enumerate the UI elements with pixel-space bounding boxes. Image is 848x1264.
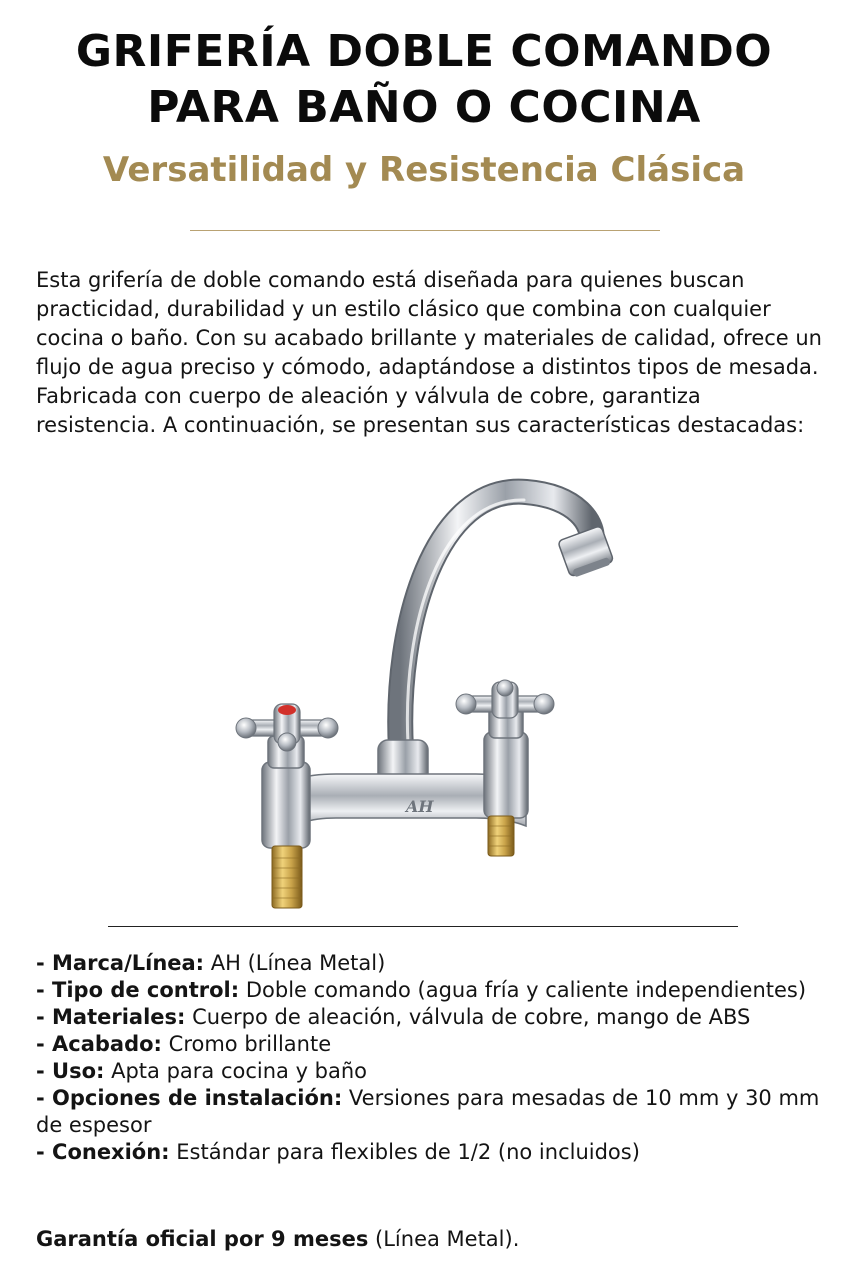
spec-label: - Conexión: — [36, 1140, 170, 1164]
spec-label: - Uso: — [36, 1059, 105, 1083]
spec-value: Apta para cocina y baño — [111, 1059, 368, 1083]
aerator — [558, 526, 615, 579]
hot-water-handle — [236, 704, 338, 751]
spec-label: - Marca/Línea: — [36, 951, 205, 975]
spec-label: - Acabado: — [36, 1032, 162, 1056]
spec-label: - Opciones de instalación: — [36, 1086, 343, 1110]
spec-label: - Materiales: — [36, 1005, 186, 1029]
spec-value: AH (Línea Metal) — [210, 951, 386, 975]
page-subtitle: Versatilidad y Resistencia Clásica — [102, 150, 746, 190]
spec-item — [36, 1058, 826, 1085]
spec-value: Doble comando (agua fría y caliente independientes) — [245, 978, 807, 1002]
spec-item — [36, 1085, 826, 1139]
cold-water-handle — [456, 680, 554, 718]
middle-divider — [108, 926, 738, 927]
spec-value: Versiones para mesadas de 10 mm y 30 mm de espesor — [36, 1086, 820, 1137]
faucet-image — [226, 474, 626, 914]
spec-item — [36, 950, 826, 977]
spec-value: Cromo brillante — [168, 1032, 332, 1056]
top-divider — [190, 230, 660, 231]
spec-label: - Tipo de control: — [36, 978, 240, 1002]
spec-item — [36, 1031, 826, 1058]
left-brass-shank — [272, 846, 302, 908]
warranty-note — [36, 1226, 826, 1253]
brand-logo: AH — [406, 797, 434, 816]
features-list — [36, 950, 826, 1166]
warranty-rest: (Línea Metal). — [375, 1227, 520, 1251]
title-line-1: GRIFERÍA DOBLE COMANDO — [75, 26, 773, 77]
warranty-bold: Garantía oficial por 9 meses — [36, 1227, 369, 1251]
page-title — [0, 24, 848, 136]
spec-item — [36, 977, 826, 1004]
spec-item — [36, 1139, 826, 1166]
spec-value: Estándar para flexibles de 1/2 (no incluidos) — [176, 1140, 640, 1164]
spec-value: Cuerpo de aleación, válvula de cobre, mango de ABS — [192, 1005, 751, 1029]
intro-paragraph: Esta grifería de doble comando está diseñada para quienes buscan practicidad, durabilidad y un estilo clásico que combina con cualquier cocina o baño. Con su acabado brillante y materiales de calidad, ofrece un flujo de agua preciso y cómodo, adaptándose a distintos tipos de mesada. Fabricada con cuerpo de aleación y válvula de cobre, garantiza resistencia. A continuación, se presentan sus características destacadas: — [36, 268, 822, 437]
spec-item — [36, 1004, 826, 1031]
title-line-2: PARA BAÑO O COCINA — [147, 82, 701, 133]
